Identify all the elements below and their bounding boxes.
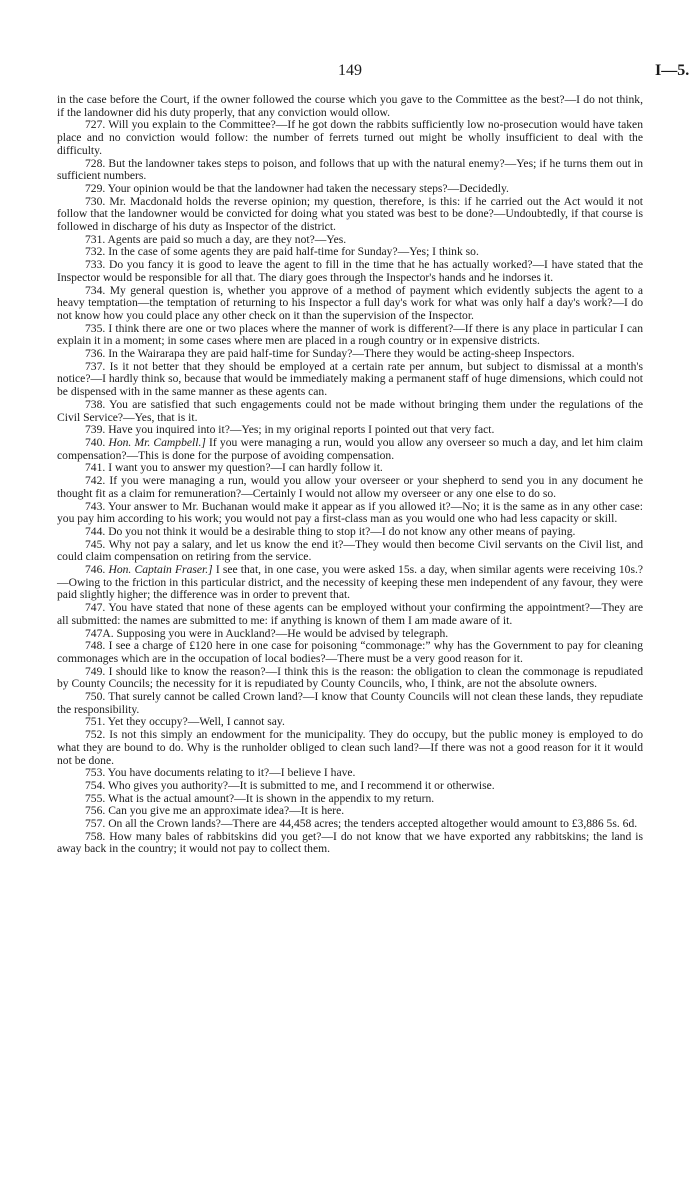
paragraph: 738. You are satisfied that such engagements could not be made without bringing them under the regulations of the Civil Service?—Yes, that is it.	[57, 397, 643, 424]
paragraph	[57, 437, 643, 462]
section-reference: I—5.	[655, 62, 690, 79]
paragraph: 751. Yet they occupy?—Well, I cannot say.	[85, 715, 285, 729]
paragraph: 729. Your opinion would be that the landowner had taken the necessary steps?—Decidedly.	[85, 181, 509, 195]
paragraph: 750. That surely cannot be called Crown land?—I know that County Councils will not clean these lands, they repudiate the responsibility.	[57, 690, 643, 716]
speaker-name: Hon. Captain Fraser.]	[108, 563, 213, 577]
paragraph: 731. Agents are paid so much a day, are they not?—Yes.	[85, 232, 347, 246]
paragraph: 727. Will you explain to the Committee?—If he got down the rabbits sufficiently low no-prosecution would have taken place and no conviction would follow: the number of ferrets turned out might be wholly insufficient to deal with the difficulty.	[57, 118, 643, 157]
paragraph: 747A. Supposing you were in Auckland?—He would be advised by telegraph.	[85, 626, 449, 640]
page-number: 149	[338, 62, 362, 79]
speaker-name: Hon. Mr. Campbell.]	[108, 435, 206, 449]
paragraph: 736. In the Wairarapa they are paid half-time for Sunday?—There they would be acting-sheep Inspectors.	[85, 347, 575, 361]
paragraph: 742. If you were managing a run, would you allow your overseer or your shepherd to send you in any document he thought fit as a claim for remuneration?—Certainly I would not allow my overseer or any one else to do so.	[57, 474, 643, 500]
paragraph: 735. I think there are one or two places where the manner of work is different?—If there is any place in particular I can explain it in a moment; in some cases where men are placed in a rough country or in expensive districts.	[57, 321, 643, 348]
paragraph	[57, 564, 643, 602]
paragraph: 744. Do you not think it would be a desirable thing to stop it?—I do not know any other means of paying.	[85, 524, 576, 538]
paragraph: 752. Is not this simply an endowment for the municipality. They do occupy, but the public money is employed to do what they are bound to do. Why is the runholder obliged to clean such land?—If there was not a good reason for it it would not be done.	[57, 728, 643, 767]
paragraph: 730. Mr. Macdonald holds the reverse opinion; my question, therefore, is this: if he carried out the Act would it not follow that the landowner would be convicted for doing what you stated was best to be done?—Undoubtedly, if that course is followed in discharge of his duty as Inspector of the district.	[57, 194, 643, 234]
paragraph: 753. You have documents relating to it?—I believe I have.	[85, 766, 356, 780]
paragraph: 732. In the case of some agents they are paid half-time for Sunday?—Yes; I think so.	[85, 245, 479, 259]
paragraph: 754. Who gives you authority?—It is submitted to me, and I recommend it or otherwise.	[85, 778, 495, 792]
paragraph: 758. How many bales of rabbitskins did you get?—I do not know that we have exported any rabbitskins; the land is away back in the country; it would not pay to collect them.	[57, 829, 643, 856]
paragraph: 745. Why not pay a salary, and let us know the end it?—They would then become Civil servants on the Civil list, and could claim compensation on retiring from the service.	[57, 537, 643, 564]
paragraph: 739. Have you inquired into it?—Yes; in my original reports I pointed out that very fact.	[85, 423, 495, 437]
paragraph: 734. My general question is, whether you approve of a method of payment which evidently subjects the agent to a heavy temptation—the temptation of returning to his Inspector a full day's work for what was only half a day's work?—I do not know how you could place any other check on it than the supervision of the Inspector.	[57, 283, 643, 322]
paragraph: 728. But the landowner takes steps to poison, and follows that up with the natural enemy?—Yes; if he turns them out in sufficient numbers.	[57, 156, 643, 183]
paragraph: 757. On all the Crown lands?—There are 44,458 acres; the tenders accepted altogether would amount to £3,886 5s. 6d.	[85, 817, 638, 831]
paragraph: 749. I should like to know the reason?—I think this is the reason: the obligation to clean the commonage is repudiated by County Councils; the necessity for it is repudiated by County Councils, who, I think, are not the absolute owners.	[57, 664, 643, 691]
paragraph: 748. I see a charge of £120 here in one case for poisoning “commonage:” why has the Government to pay for cleaning commonages which are in the occupation of local bodies?—There must be a very good reason for it.	[57, 639, 643, 665]
minutes-of-evidence	[57, 94, 643, 856]
paragraph-text: I see that, in one case, you were asked 15s. a day, when similar agents were receiving 10s.?—Owing to the friction in this particular district, and the necessity of keeping these men independent of any favour, they were paid slightly higher; the difference was in order to prevent that.	[57, 563, 644, 602]
paragraph: 733. Do you fancy it is good to leave the agent to fill in the time that he has actually worked?—I have stated that the Inspector would be responsible for all that. The diary goes through the Inspector's hands and he indorses it.	[57, 258, 643, 284]
paragraph-number: 740.	[85, 435, 109, 449]
paragraph: 737. Is it not better that they should be employed at a certain rate per annum, but subject to dismissal at a month's notice?—I hardly think so, because that would be immediately making a permanent staff of huge dimensions, which could not be dispensed with in the same manner as these agents can.	[57, 359, 643, 399]
paragraph-number: 746.	[85, 563, 109, 577]
paragraph: 741. I want you to answer my question?—I can hardly follow it.	[85, 461, 383, 475]
paragraph: 756. Can you give me an approximate idea?—It is here.	[85, 804, 345, 818]
paragraph: 747. You have stated that none of these agents can be employed without your confirming the appointment?—They are all submitted: the names are submitted to me: if anything is known of them I am made aware of it.	[57, 601, 643, 627]
paragraph: 755. What is the actual amount?—It is shown in the appendix to my return.	[85, 791, 435, 805]
paragraph: in the case before the Court, if the owner followed the course which you gave to the Committee as the best?—I do not think, if the landowner did his duty properly, that any conviction would ollow.	[57, 93, 643, 119]
paragraph: 743. Your answer to Mr. Buchanan would make it appear as if you allowed it?—No; it is the same as in any other case: you pay him according to his work; you would not pay a first-class man as you would one who had less capacity or skill.	[57, 499, 643, 526]
paragraph-text: If you were managing a run, would you allow any overseer so much a day, and let him claim compensation?—This is done for the purpose of avoiding compensation.	[57, 435, 643, 462]
